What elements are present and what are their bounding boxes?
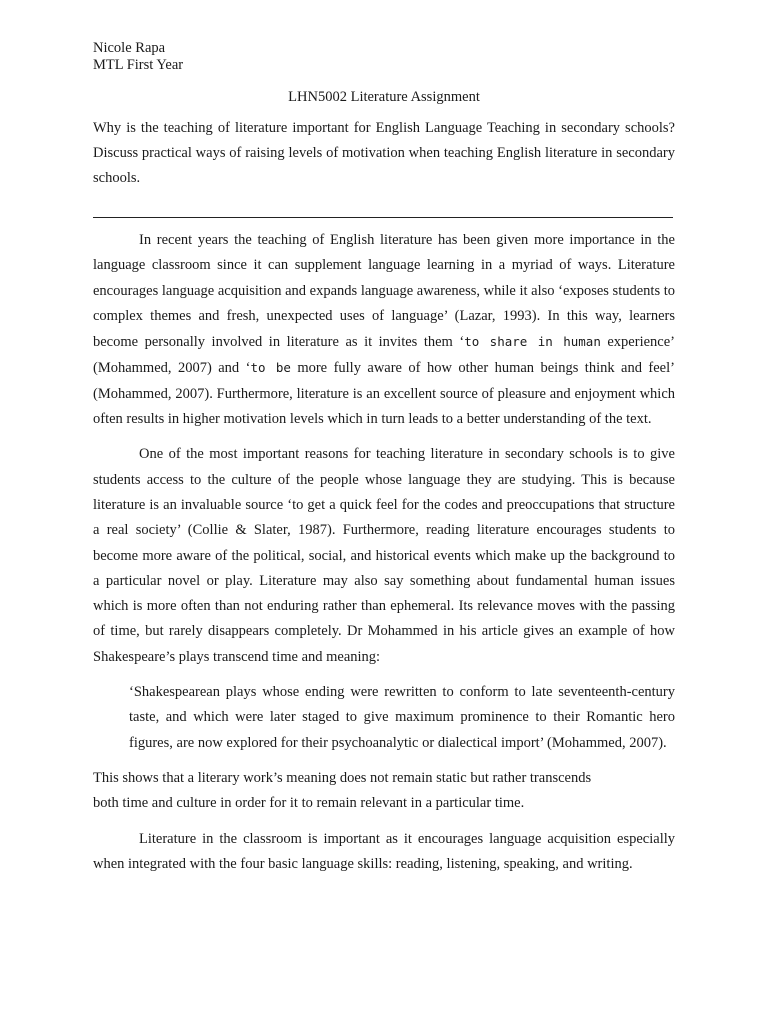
paragraph-2: One of the most important reasons for teaching literature in secondary schools is to give students access to the culture of the people whose language they are studying. This is because literature is an invaluable source ‘to get a quick feel for the codes and preoccupations that structure a real society’ (Collie & Slater, 1987). Furthermore, reading literature encourages students to become more aware of the political, social, and historical events which make up the background to a particular novel or play. Literature may also say something about fundamental human issues which is more often than not enduring rather than ephemeral. Its relevance moves with the passing of time, but rarely disappears completely. Dr Mohammed in his article gives an example of how Shakespeare’s plays transcend time and meaning: xyxy=(93,446,675,665)
paragraph-4: Literature in the classroom is important as it encourages language acquisition especially when integrated with the four basic language skills: reading, listening, speaking, and writing. xyxy=(93,830,675,872)
paragraph-3-line-1: This shows that a literary work’s meaning does not remain static but rather transcends xyxy=(93,769,592,786)
document-page xyxy=(93,40,675,877)
assignment-title: LHN5002 Literature Assignment xyxy=(288,89,480,105)
paragraph-1-text-c: more fully aware of how other human beings think and feel’ (Mohammed, 2007). Furthermore, literature is an excellent source of pleasure and enjoyment which often results in higher motivation levels which in turn leads to a better understanding of the text. xyxy=(93,360,675,428)
paragraph-1 xyxy=(93,228,675,432)
paragraph-3 xyxy=(93,766,675,817)
paragraph-3-line-2: both time and culture in order for it to remain relevant in a particular time. xyxy=(93,795,525,812)
author-name: Nicole Rapa xyxy=(93,40,166,56)
paragraph-1-text-a: In recent years the teaching of English literature has been given more importance in the language classroom since it can supplement language learning in a myriad of ways. Literature encourages language acquisition and expands language awareness, while it also ‘exposes students to complex themes and fresh, unexpected uses of language’ (Lazar, 1993). In this way, learners become personally involved in literature as it invites them ‘ xyxy=(93,232,675,351)
block-quote: ‘Shakespearean plays whose ending were rewritten to conform to late seventeenth-century taste, and which were later staged to give maximum prominence to their Romantic hero figures, are now explored for their psychoanalytic or dialectical import’ (Mohammed, 2007). xyxy=(129,684,675,751)
paragraph-1-mono-quote-1: to share in human xyxy=(464,334,601,350)
horizontal-rule xyxy=(93,217,673,218)
author-year: MTL First Year xyxy=(93,57,184,73)
paragraph-1-text-b: experience’ (Mohammed, 2007) and ‘ xyxy=(93,334,675,377)
assignment-question: Why is the teaching of literature important for English Language Teaching in secondary schools? Discuss practical ways of raising levels of motivation when teaching English literature in secondary schools. xyxy=(93,120,675,186)
paragraph-1-mono-quote-2: to be xyxy=(250,360,291,376)
author-block xyxy=(93,40,675,74)
